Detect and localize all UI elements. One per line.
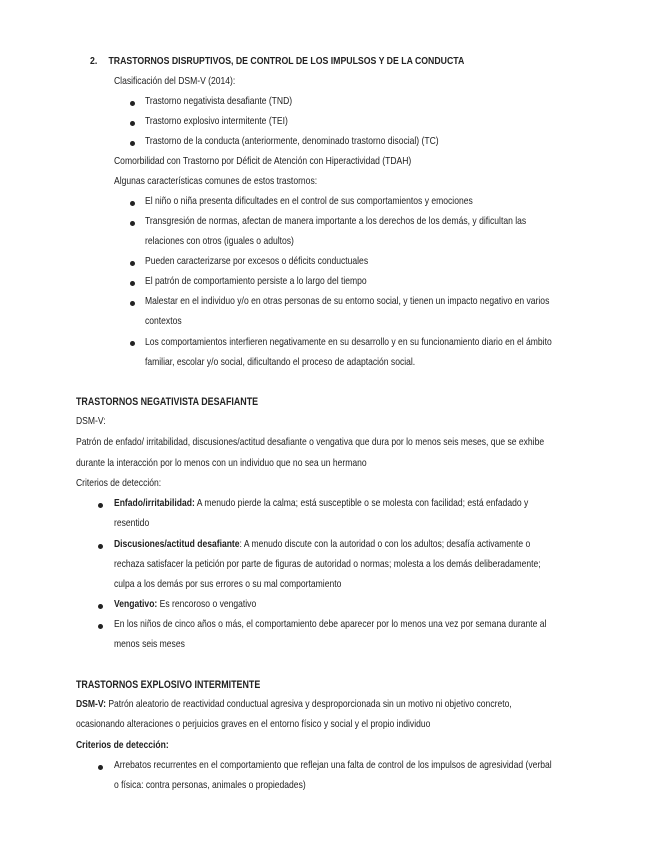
tnd-description: durante la interacción por lo menos con un individuo que no sea un hermano [76, 458, 367, 469]
bullet [130, 281, 135, 286]
list-item: El patrón de comportamiento persiste a lo largo del tiempo [145, 276, 367, 287]
classification-label: Clasificación del DSM-V (2014): [114, 76, 236, 87]
criteria-continuation: resentido [114, 518, 150, 529]
list-item: El niño o niña presenta dificultades en el control de sus comportamientos y emociones [145, 196, 473, 207]
section-number: 2. [90, 56, 98, 67]
list-item: Los comportamientos interfieren negativamente en su desarrollo y en su funcionamiento diario en el ámbito [145, 337, 552, 348]
tei-title: TRASTORNOS EXPLOSIVO INTERMITENTE [76, 679, 261, 691]
criteria-continuation: rechaza satisfacer la petición por parte de figuras de autoridad o normas; molesta a los demás deliberadamente; [114, 559, 541, 570]
characteristics-label: Algunas características comunes de estos trastornos: [114, 176, 318, 187]
bullet [98, 544, 103, 549]
tei-description [76, 695, 512, 715]
bullet [130, 141, 135, 146]
criteria-term: Discusiones/actitud desafiante [114, 539, 240, 550]
tei-description-text: Patrón aleatorio de reactividad conductual agresiva y desproporcionada sin un motivo ni objetivo concreto, [105, 699, 512, 710]
criteria-continuation: o física: contra personas, animales o propiedades) [114, 780, 306, 791]
bullet [98, 604, 103, 609]
comorbidity-text: Comorbilidad con Trastorno por Déficit de Atención con Hiperactividad (TDAH) [114, 156, 412, 167]
criteria-text: A menudo pierde la calma; está susceptible o se molesta con facilidad; está enfadado y [194, 498, 529, 509]
bullet [130, 221, 135, 226]
tei-description: ocasionando alteraciones o perjuicios graves en el entorno físico y social y el propio individuo [76, 719, 431, 730]
bullet [130, 101, 135, 106]
criteria-item [114, 535, 530, 555]
list-item-continuation: relaciones con otros (iguales o adultos) [145, 236, 294, 247]
criteria-term: Enfado/irritabilidad: [114, 498, 195, 509]
tnd-title: TRASTORNOS NEGATIVISTA DESAFIANTE [76, 396, 259, 408]
tei-dsm-label: DSM-V: [76, 699, 106, 710]
list-item: Pueden caracterizarse por excesos o déficits conductuales [145, 256, 369, 267]
list-item: Malestar en el individuo y/o en otras personas de su entorno social, y tienen un impacto negativo en varios [145, 296, 550, 307]
list-item: Transgresión de normas, afectan de manera importante a los derechos de los demás, y dificultan las [145, 216, 527, 227]
criteria-continuation: culpa a los demás por sus errores o su mal comportamiento [114, 579, 342, 590]
criteria-item [114, 494, 528, 514]
tei-criteria-label: Criterios de detección: [76, 740, 169, 751]
criteria-continuation: menos seis meses [114, 639, 185, 650]
bullet [98, 503, 103, 508]
list-item-continuation: contextos [145, 316, 182, 327]
tnd-dsm-label: DSM-V: [76, 416, 106, 427]
bullet [130, 261, 135, 266]
criteria-term: Vengativo: [114, 599, 158, 610]
tnd-criteria-label: Criterios de detección: [76, 478, 162, 489]
criteria-text: : A menudo discute con la autoridad o con los adultos; desafía activamente o [239, 539, 531, 550]
list-item-continuation: familiar, escolar y/o social, dificultando el proceso de adaptación social. [145, 357, 416, 368]
bullet [130, 201, 135, 206]
bullet [130, 121, 135, 126]
criteria-item [114, 595, 256, 615]
list-item: Trastorno explosivo intermitente (TEI) [145, 116, 288, 127]
list-item: Trastorno negativista desafiante (TND) [145, 96, 293, 107]
section-heading [90, 52, 464, 72]
criteria-item: Arrebatos recurrentes en el comportamiento que reflejan una falta de control de los impulsos de agresividad (verbal [114, 760, 552, 771]
list-item: Trastorno de la conducta (anteriormente, denominado trastorno disocial) (TC) [145, 136, 439, 147]
bullet [98, 765, 103, 770]
bullet [130, 341, 135, 346]
criteria-text: Es rencoroso o vengativo [157, 599, 257, 610]
section-title: TRASTORNOS DISRUPTIVOS, DE CONTROL DE LOS IMPULSOS Y DE LA CONDUCTA [108, 56, 465, 67]
bullet [130, 301, 135, 306]
tnd-description: Patrón de enfado/ irritabilidad, discusiones/actitud desafiante o vengativa que dura por lo menos seis meses, que se exhibe [76, 437, 545, 448]
bullet [98, 624, 103, 629]
criteria-item: En los niños de cinco años o más, el comportamiento debe aparecer por lo menos una vez por semana durante al [114, 619, 547, 630]
